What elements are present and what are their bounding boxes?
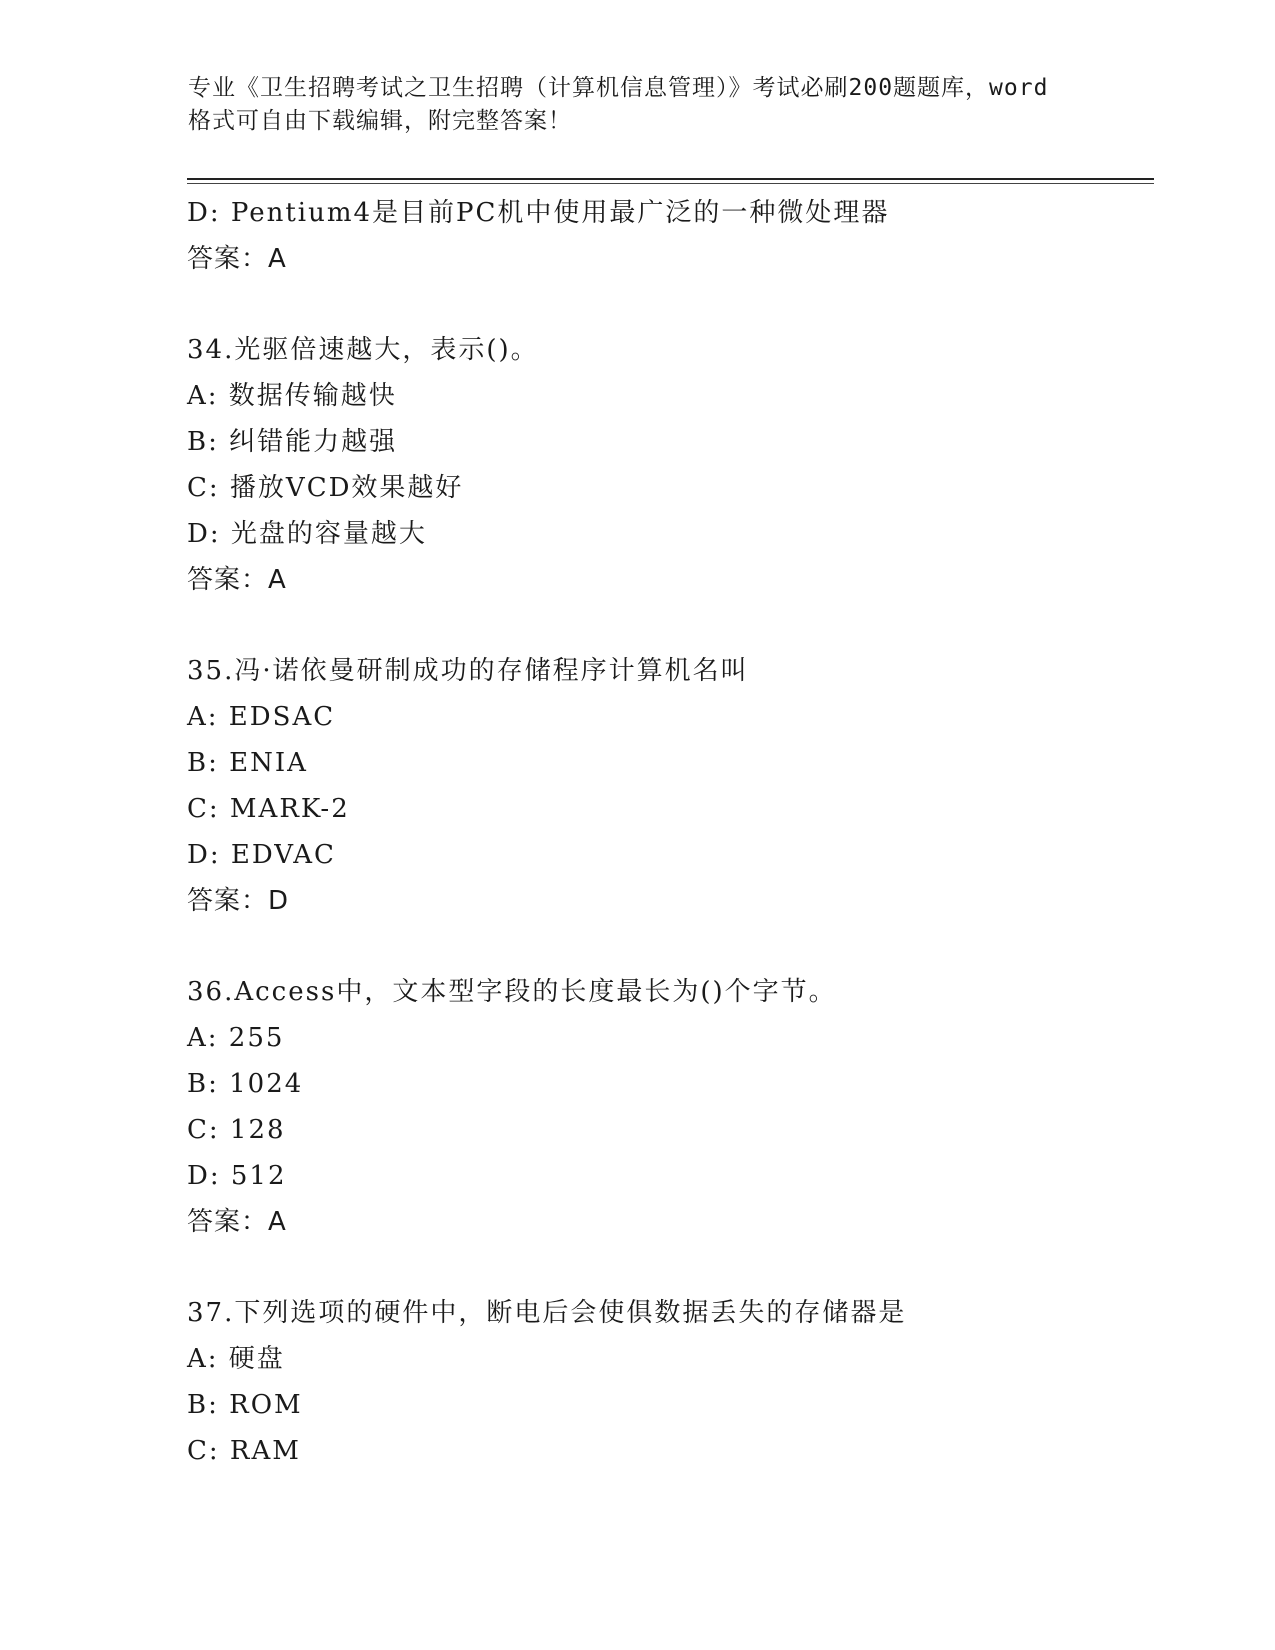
- question-block: [187, 327, 1147, 603]
- answer-line: 答案：D: [187, 886, 290, 916]
- option-a: A: 数据传输越快: [187, 381, 397, 411]
- answer-line: 答案：A: [187, 565, 287, 595]
- header-line-1: 专业《卫生招聘考试之卫生招聘（计算机信息管理）》考试必刷200题题库，word: [188, 75, 1049, 101]
- question-text: 34.光驱倍速越大，表示()。: [187, 335, 539, 365]
- question-block: [187, 648, 1147, 924]
- option-b: B: ROM: [187, 1390, 303, 1420]
- question-block: [187, 190, 1147, 282]
- question-block: [187, 1290, 1147, 1474]
- option-c: C: MARK-2: [187, 794, 350, 824]
- option-b: B: 1024: [187, 1069, 304, 1099]
- option-b: B: 纠错能力越强: [187, 427, 398, 457]
- option-d: D: 光盘的容量越大: [187, 519, 427, 549]
- answer-line: 答案：A: [187, 1207, 287, 1237]
- option-a: A: EDSAC: [187, 702, 336, 732]
- option-c: C: 128: [187, 1115, 286, 1145]
- option-a: A: 硬盘: [187, 1344, 285, 1374]
- option-c: C: 播放VCD效果越好: [187, 473, 464, 503]
- question-text: 36.Access中，文本型字段的长度最长为()个字节。: [187, 977, 837, 1007]
- question-text: 35.冯·诺依曼研制成功的存储程序计算机名叫: [187, 656, 749, 686]
- option-b: B: ENIA: [187, 748, 308, 778]
- option-d: D: EDVAC: [187, 840, 336, 870]
- question-text: 37.下列选项的硬件中，断电后会使俱数据丢失的存储器是: [187, 1298, 907, 1328]
- answer-line: 答案：A: [187, 244, 287, 274]
- question-list: [187, 190, 1147, 1474]
- option-d: D: 512: [187, 1161, 287, 1191]
- header-divider-thin: [187, 183, 1154, 184]
- option-c: C: RAM: [187, 1436, 301, 1466]
- document-header: [188, 72, 1088, 138]
- header-divider-thick: [187, 178, 1154, 180]
- option-a: A: 255: [187, 1023, 285, 1053]
- question-block: [187, 969, 1147, 1245]
- option-d: D: Pentium4是目前PC机中使用最广泛的一种微处理器: [187, 198, 890, 228]
- header-line-2: 格式可自由下载编辑，附完整答案！: [188, 108, 572, 134]
